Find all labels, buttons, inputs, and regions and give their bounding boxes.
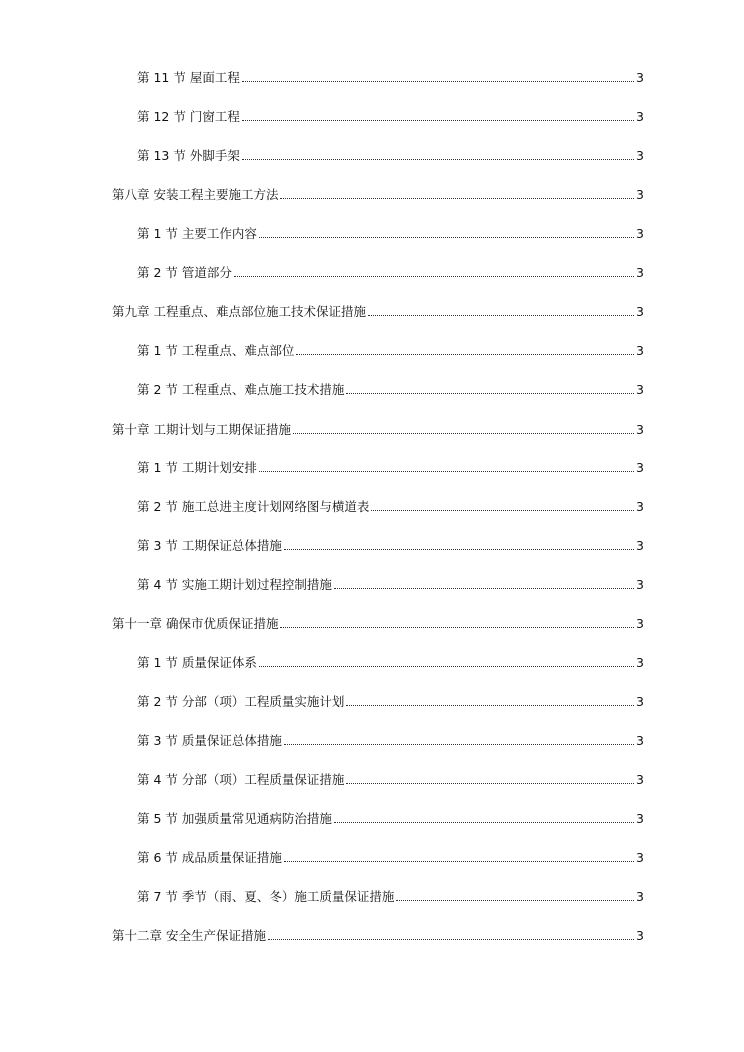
toc-entry-label: 第 5 节 加强质量常见通病防治措施	[137, 811, 332, 826]
dot-leader	[259, 666, 634, 667]
toc-entry[interactable]	[137, 690, 644, 710]
toc-page-number: 3	[636, 382, 644, 397]
toc-entry[interactable]	[137, 534, 644, 554]
dot-leader	[259, 471, 634, 472]
dot-leader	[284, 549, 634, 550]
toc-entry[interactable]	[137, 105, 644, 125]
toc-entry-label: 第 1 节 主要工作内容	[137, 226, 257, 241]
toc-entry[interactable]	[112, 183, 644, 203]
toc-page-number: 3	[636, 460, 644, 475]
toc-page-number: 3	[636, 499, 644, 514]
dot-leader	[293, 433, 634, 434]
dot-leader	[259, 237, 634, 238]
dot-leader	[334, 588, 634, 589]
dot-leader	[346, 705, 634, 706]
toc-entry[interactable]	[112, 300, 644, 320]
toc-page-number: 3	[636, 733, 644, 748]
dot-leader	[346, 783, 634, 784]
toc-entry-label: 第 1 节 工期计划安排	[137, 460, 257, 475]
dot-leader	[371, 510, 634, 511]
toc-entry[interactable]	[137, 729, 644, 749]
toc-entry[interactable]	[137, 66, 644, 86]
toc-page-number: 3	[636, 655, 644, 670]
toc-page-number: 3	[636, 226, 644, 241]
toc-entry-label: 第十章 工期计划与工期保证措施	[112, 422, 291, 437]
dot-leader	[346, 393, 634, 394]
toc-page-number: 3	[636, 265, 644, 280]
toc-page-number: 3	[636, 850, 644, 865]
toc-entry-label: 第 2 节 工程重点、难点施工技术措施	[137, 382, 345, 397]
toc-entry[interactable]	[137, 339, 644, 359]
toc-entry[interactable]	[137, 573, 644, 593]
dot-leader	[280, 198, 634, 199]
toc-entry-label: 第 2 节 分部（项）工程质量实施计划	[137, 694, 345, 709]
dot-leader	[280, 627, 634, 628]
toc-entry-label: 第 4 节 实施工期计划过程控制措施	[137, 577, 332, 592]
toc-page-number: 3	[636, 538, 644, 553]
dot-leader	[242, 120, 634, 121]
dot-leader	[234, 276, 634, 277]
toc-entry[interactable]	[137, 495, 644, 515]
toc-entry-label: 第十二章 安全生产保证措施	[112, 928, 266, 943]
toc-entry-label: 第 11 节 屋面工程	[137, 70, 240, 85]
toc-entry-label: 第 12 节 门窗工程	[137, 109, 240, 124]
toc-page-number: 3	[636, 577, 644, 592]
dot-leader	[296, 354, 634, 355]
toc-entry[interactable]	[137, 651, 644, 671]
toc-page-number: 3	[636, 811, 644, 826]
toc-entry[interactable]	[137, 768, 644, 788]
toc-page-number: 3	[636, 928, 644, 943]
toc-entry[interactable]	[112, 612, 644, 632]
toc-entry-label: 第 3 节 质量保证总体措施	[137, 733, 282, 748]
dot-leader	[334, 822, 634, 823]
toc-entry-label: 第 13 节 外脚手架	[137, 148, 240, 163]
toc-entry[interactable]	[137, 456, 644, 476]
toc-entry-label: 第 4 节 分部（项）工程质量保证措施	[137, 772, 345, 787]
toc-entry[interactable]	[137, 222, 644, 242]
dot-leader	[242, 81, 634, 82]
toc-entry[interactable]	[112, 924, 644, 944]
toc-entry-label: 第九章 工程重点、难点部位施工技术保证措施	[112, 304, 366, 319]
toc-entry[interactable]	[137, 807, 644, 827]
toc-entry-label: 第 3 节 工期保证总体措施	[137, 538, 282, 553]
toc-entry-label: 第 2 节 施工总进主度计划网络图与横道表	[137, 499, 370, 514]
toc-entry[interactable]	[137, 885, 644, 905]
toc-page-number: 3	[636, 70, 644, 85]
toc-page-number: 3	[636, 304, 644, 319]
dot-leader	[368, 315, 634, 316]
toc-page-number: 3	[636, 187, 644, 202]
toc-entry-label: 第 7 节 季节（雨、夏、冬）施工质量保证措施	[137, 889, 395, 904]
dot-leader	[284, 744, 634, 745]
toc-page-number: 3	[636, 343, 644, 358]
toc-page-number: 3	[636, 772, 644, 787]
toc-entry-label: 第 1 节 工程重点、难点部位	[137, 343, 295, 358]
toc-entry-label: 第十一章 确保市优质保证措施	[112, 616, 279, 631]
toc-entry[interactable]	[137, 378, 644, 398]
toc-page-number: 3	[636, 616, 644, 631]
toc-entry-label: 第 2 节 管道部分	[137, 265, 232, 280]
toc-page-number: 3	[636, 109, 644, 124]
toc-entry-label: 第 6 节 成品质量保证措施	[137, 850, 282, 865]
toc-entry-label: 第 1 节 质量保证体系	[137, 655, 257, 670]
toc-page-number: 3	[636, 422, 644, 437]
dot-leader	[268, 939, 634, 940]
toc-entry[interactable]	[137, 846, 644, 866]
toc-page-number: 3	[636, 889, 644, 904]
toc-entry[interactable]	[112, 418, 644, 438]
toc-entry[interactable]	[137, 144, 644, 164]
dot-leader	[396, 900, 634, 901]
dot-leader	[242, 159, 634, 160]
toc-entry-label: 第八章 安装工程主要施工方法	[112, 187, 279, 202]
toc-page-number: 3	[636, 694, 644, 709]
toc-entry[interactable]	[137, 261, 644, 281]
dot-leader	[284, 861, 634, 862]
toc-page-number: 3	[636, 148, 644, 163]
